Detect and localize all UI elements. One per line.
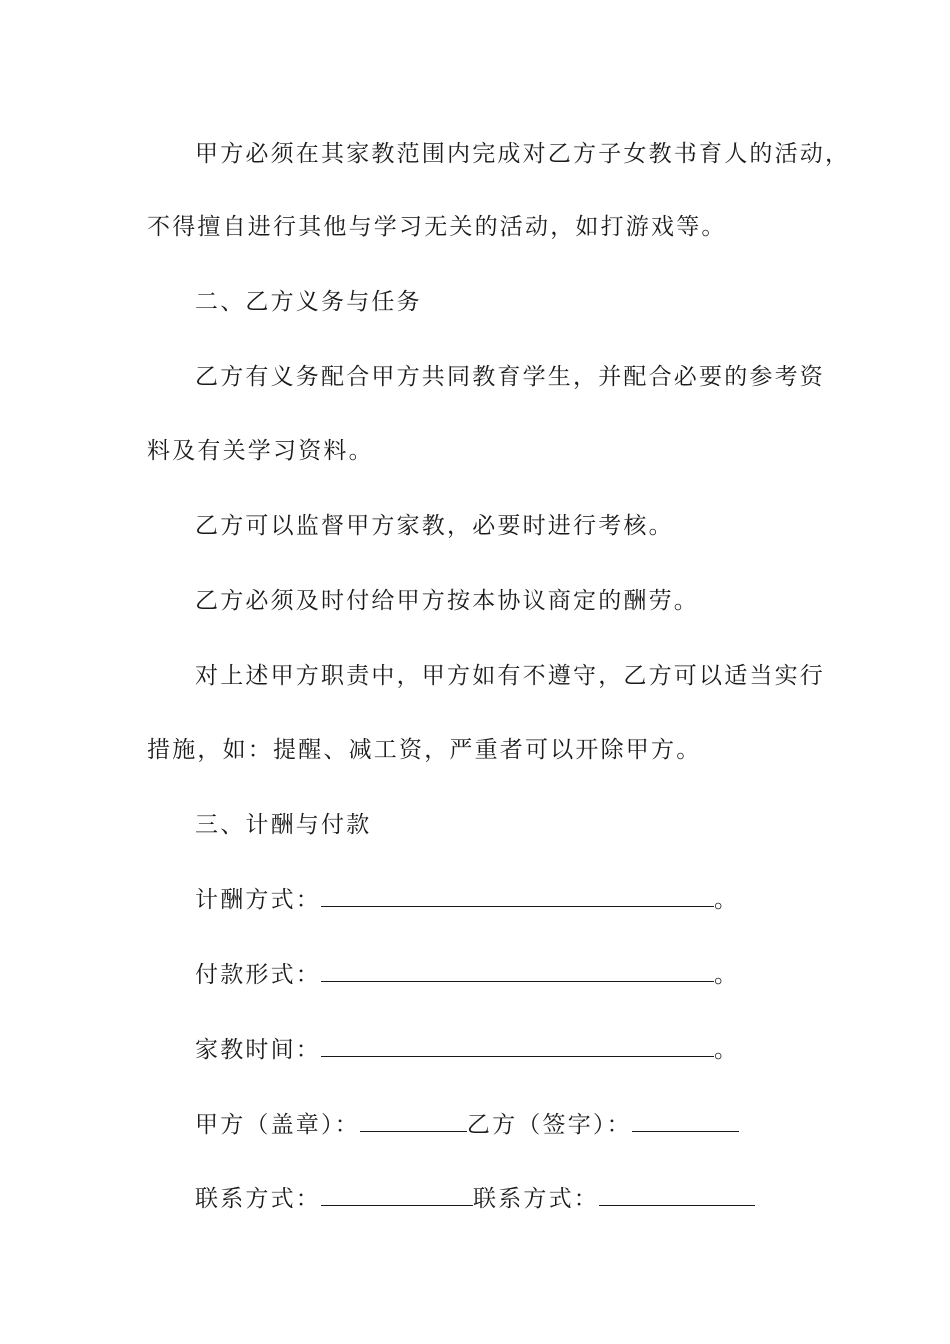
tutoring-time-blank[interactable] (321, 1038, 714, 1057)
payment-form-blank[interactable] (321, 963, 714, 982)
field-label: 乙方（签字）： (466, 1112, 632, 1138)
contact-a-blank[interactable] (321, 1187, 473, 1206)
paragraph-line: 甲方必须在其家教范围内完成对乙方子女教书育人的活动， (195, 141, 851, 167)
field-label: 家教时间： (195, 1037, 321, 1063)
paragraph-line: 料及有关学习资料。 (147, 438, 374, 464)
field-label: 计酬方式： (195, 887, 321, 913)
paragraph-line: 不得擅自进行其他与学习无关的活动，如打游戏等。 (147, 214, 727, 240)
party-b-sign-blank[interactable] (632, 1113, 739, 1132)
paragraph-line: 对上述甲方职责中，甲方如有不遵守，乙方可以适当实行 (195, 663, 825, 689)
form-row-signatures (195, 1110, 739, 1140)
field-label: 付款形式： (195, 962, 321, 988)
field-period: 。 (714, 887, 740, 913)
paragraph-line: 措施，如：提醒、减工资，严重者可以开除甲方。 (147, 737, 702, 763)
party-a-seal-blank[interactable] (360, 1113, 467, 1132)
paragraph-line: 乙方必须及时付给甲方按本协议商定的酬劳。 (195, 588, 699, 614)
field-label: 联系方式： (473, 1186, 599, 1212)
form-row-payment-form (195, 960, 739, 990)
section-heading: 三、计酬与付款 (195, 812, 372, 838)
paragraph-line: 乙方可以监督甲方家教，必要时进行考核。 (195, 513, 674, 539)
contact-b-blank[interactable] (599, 1187, 755, 1206)
field-period: 。 (714, 962, 740, 988)
field-label: 联系方式： (195, 1186, 321, 1212)
paragraph-line: 乙方有义务配合甲方共同教育学生，并配合必要的参考资 (195, 364, 825, 390)
section-heading: 二、乙方义务与任务 (195, 289, 422, 315)
form-row-tutoring-time (195, 1035, 739, 1065)
field-label: 甲方（盖章）： (195, 1112, 360, 1138)
form-row-pay-method (195, 885, 739, 915)
form-row-contacts (195, 1184, 755, 1214)
field-period: 。 (714, 1037, 740, 1063)
pay-method-blank[interactable] (321, 888, 714, 907)
